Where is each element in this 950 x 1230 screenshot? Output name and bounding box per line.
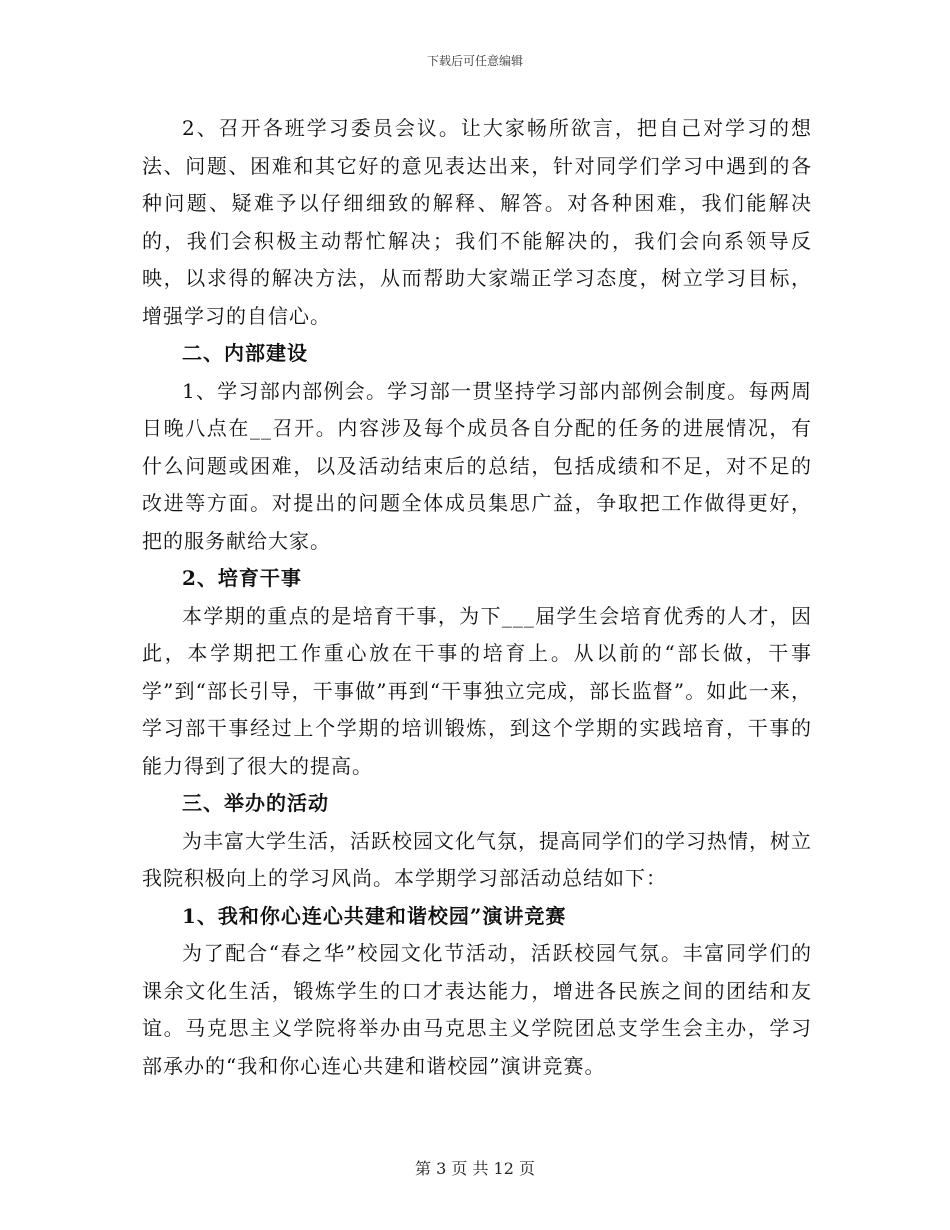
subheading-train-staff: 2、培育干事 bbox=[182, 566, 302, 590]
page-number-footer: 第 3 页 共 12 页 bbox=[415, 1159, 535, 1178]
section-heading-activities: 三、举办的活动 bbox=[182, 791, 329, 815]
subheading-speech-contest: 1、我和你心连心共建和谐校园”演讲竞赛 bbox=[182, 903, 567, 928]
page-header: 下载后可任意编辑 bbox=[426, 54, 523, 68]
section-heading-internal-construction: 二、内部建设 bbox=[182, 341, 308, 365]
paragraph-study-committee-meeting: 2、召开各班学习委员会议。让大家畅所欲言，把自己对学习的想法、问题、困难和其它好的意见表达出来，针对同学们学习中遇到的各种问题、疑难予以仔细细致的解释、解答。对各种困难，我们能解决的，我们会积极主动帮忙解决；我们不能解决的，我们会向系领导反映，以求得的解决方法，从而帮助大家端正学习态度，树立学习目标，增强学习的自信心。 bbox=[142, 116, 812, 328]
paragraph-internal-meeting: 1、学习部内部例会。学习部一贯坚持学习部内部例会制度。每两周日晚八点在__召开。内容涉及每个成员各自分配的任务的进展情况，有什么问题或困难，以及活动结束后的总结，包括成绩和不足，对不足的改进等方面。对提出的问题全体成员集思广益，争取把工作做得更好，把的服务献给大家。 bbox=[142, 378, 812, 553]
paragraph-train-staff: 本学期的重点的是培育干事，为下___届学生会培育优秀的人才，因此，本学期把工作重心放在干事的培育上。从以前的“部长做，干事学”到“部长引导，干事做”再到“干事独立完成，部长监督”。如此一来，学习部干事经过上个学期的培训锻炼，到这个学期的实践培育，干事的能力得到了很大的提高。 bbox=[142, 603, 812, 778]
paragraph-activities-intro: 为丰富大学生活，活跃校园文化气氛，提高同学们的学习热情，树立我院积极向上的学习风尚。本学期学习部活动总结如下： bbox=[142, 828, 812, 890]
paragraph-speech-contest: 为了配合“春之华”校园文化节活动，活跃校园气氛。丰富同学们的课余文化生活，锻炼学生的口才表达能力，增进各民族之间的团结和友谊。马克思主义学院将举办由马克思主义学院团总支学生会主办，学习部承办的“我和你心连心共建和谐校园”演讲竞赛。 bbox=[142, 941, 812, 1078]
document-body bbox=[142, 110, 812, 1085]
